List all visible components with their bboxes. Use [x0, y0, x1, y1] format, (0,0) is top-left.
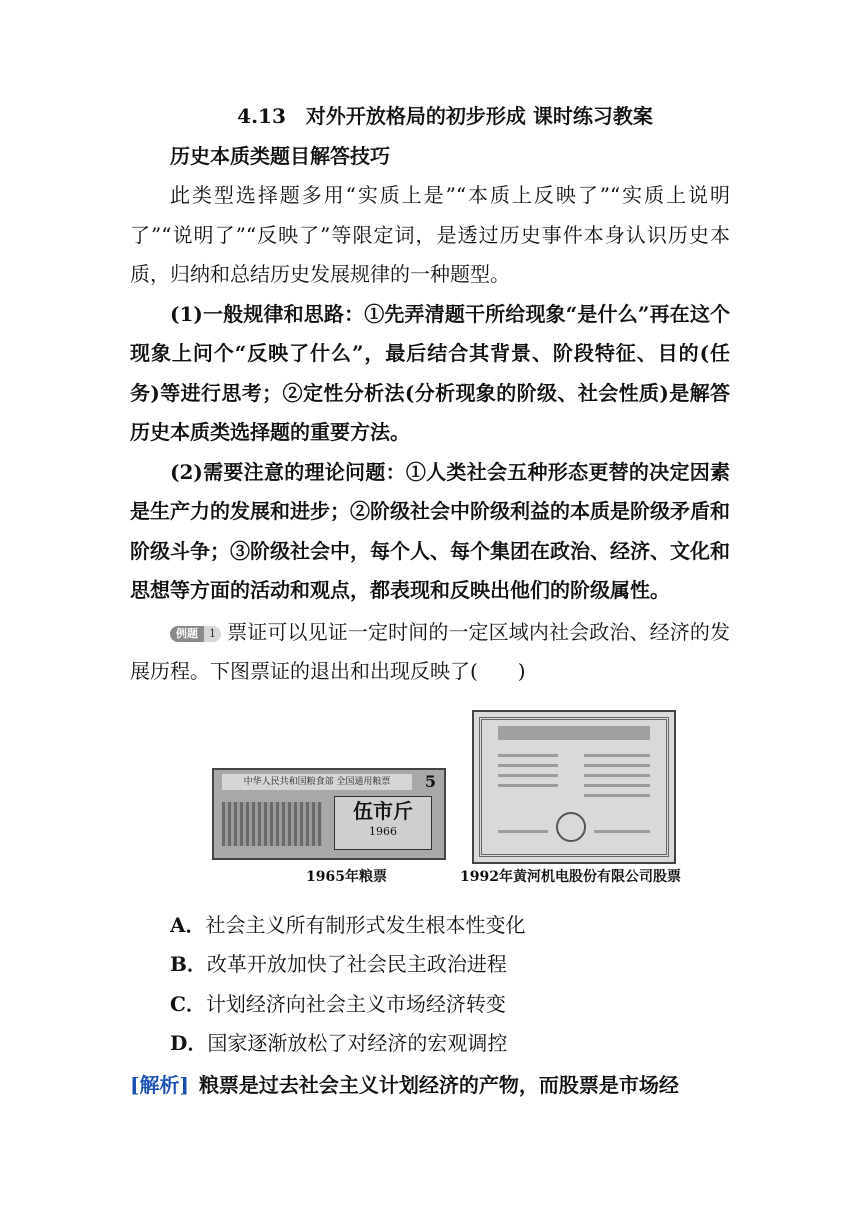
option-text: 社会主义所有制形式发生根本性变化: [205, 912, 526, 937]
stock-certificate-image: [472, 710, 676, 864]
ticket-figure: [130, 706, 730, 906]
option-a: [170, 906, 730, 946]
certificate-line: [584, 754, 650, 757]
grain-ticket-amount-box: [334, 796, 432, 850]
certificate-header: [498, 726, 650, 740]
analysis: [130, 1066, 730, 1106]
certificate-line: [584, 784, 650, 787]
theory-paragraph: (2)需要注意的理论问题：①人类社会五种形态更替的决定因素是生产力的发展和进步；②阶级社会中阶级利益的本质是阶级矛盾和阶级斗争；③阶级社会中，每个人、每个集团在政治、经济、文化和思想等方面的活动和观点，都表现和反映出他们的阶级属性。: [130, 459, 730, 602]
intro-paragraph: 此类型选择题多用“实质上是”“本质上反映了”“实质上说明了”“说明了”“反映了”等限定词，是透过历史事件本身认识历史本质，归纳和总结历史发展规律的一种题型。: [130, 183, 730, 286]
certificate-line: [498, 764, 558, 767]
method-paragraph: (1)一般规律和思路：①先弄清题干所给现象“是什么”再在这个现象上问个“反映了什么”，最后结合其背景、阶段特征、目的(任务)等进行思考；②定性分析法(分析现象的阶级、社会性质)是解答历史本质类选择题的重要方法。: [130, 301, 730, 444]
seal-icon: [556, 812, 586, 842]
grain-ticket-year: 1966: [369, 824, 397, 838]
section-heading: 历史本质类题目解答技巧: [170, 144, 390, 168]
dam-illustration: [222, 802, 322, 846]
certificate-line: [498, 784, 558, 787]
option-letter: C．: [170, 991, 206, 1016]
example-badge-label: 例题: [170, 626, 204, 642]
certificate-line: [584, 764, 650, 767]
option-b: [170, 945, 730, 985]
certificate-line: [498, 774, 558, 777]
example-badge: [170, 611, 221, 651]
option-letter: B．: [170, 952, 207, 976]
analysis-tag: [解析]: [130, 1072, 189, 1097]
grain-ticket-amount: 伍市斤: [353, 798, 413, 823]
caption-grain-ticket: 1965年粮票: [306, 868, 387, 885]
analysis-text: 粮票是过去社会主义计划经济的产物，而股票是市场经: [198, 1072, 679, 1097]
option-letter: D．: [170, 1031, 208, 1055]
document-page: [130, 96, 730, 1105]
example-question: [130, 611, 730, 692]
certificate-line: [498, 754, 558, 757]
certificate-line: [594, 830, 650, 833]
certificate-line: [498, 830, 548, 833]
option-letter: A．: [170, 912, 206, 937]
grain-ticket-number: 5: [424, 771, 436, 791]
document-title: 4.13 对外开放格局的初步形成 课时练习教案: [237, 104, 653, 128]
certificate-line: [584, 794, 650, 797]
option-text: 改革开放加快了社会民主政治进程: [206, 952, 507, 976]
option-text: 计划经济向社会主义市场经济转变: [205, 991, 506, 1016]
example-badge-number: 1: [204, 626, 221, 642]
grain-ticket-image: [212, 768, 446, 860]
example-question-text: 票证可以见证一定时间的一定区域内社会政治、经济的发展历程。下图票证的退出和出现反映了( ): [130, 619, 730, 683]
option-text: 国家逐渐放松了对经济的宏观调控: [207, 1031, 508, 1055]
certificate-line: [584, 774, 650, 777]
grain-ticket-header: 中华人民共和国粮食部 全国通用粮票: [222, 774, 412, 790]
caption-stock: 1992年黄河机电股份有限公司股票: [460, 868, 681, 885]
option-d: [170, 1024, 730, 1064]
option-c: [170, 985, 730, 1025]
